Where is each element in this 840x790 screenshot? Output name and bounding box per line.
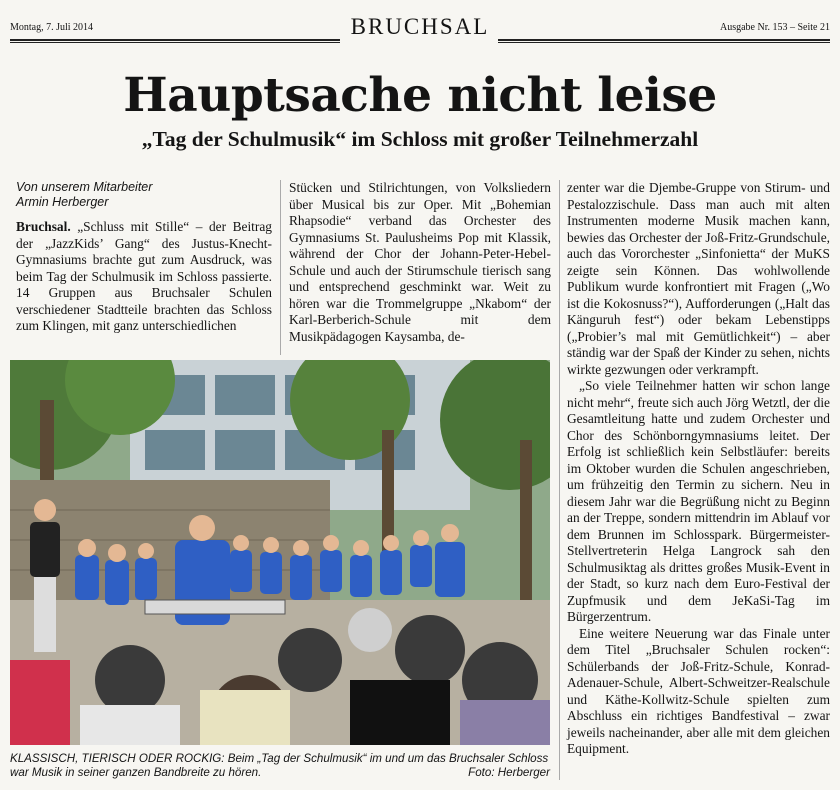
article-column-2 — [289, 180, 551, 345]
photo-caption — [10, 752, 550, 780]
dateline: Bruchsal. — [16, 219, 71, 234]
header-date: Montag, 7. Juli 2014 — [10, 22, 94, 33]
paragraph-lead — [16, 219, 272, 335]
headline: Hauptsache nicht leise — [123, 68, 717, 123]
paragraph-col3-2: „So viele Teilnehmer hatten wir schon lange nicht mehr“, freute sich auch Jörg Wetztl, der die Gesamtleitung hatte und zudem Orchester und Chor des Schönborngymnasiums leitet. Der Erfolg ist schließlich kein Selbstläufer: bereits im Oktober wurden die Schulen angeschrieben, um frühzeitig den Termin zu sichern. Neu in diesem Jahr war die Begrüßung nicht zu Beginn an der Treppe, sondern mittendrin im Ablauf vor dem Brunnen im Schlosspark. Bürgermeister-Stellvertreterin Helga Langrock sah den Schulmusiktag als drittes großes Musik-Event in der Stadt, so kurz nach dem Euro-Festival der Zupfmusik und dem JeKaSi-Tag im Bürgerzentrum. — [567, 378, 830, 624]
paragraph-col3-3: Eine weitere Neuerung war das Finale unter dem Titel „Bruchsaler Schulen rocken“: Schülerbands der Joß-Fritz-Schule, Konrad-Adenauer-Schule, Albert-Schweitzer-Realschule und Käthe-Kollwitz-Schule spielten zum Abschluss ein richtiges Bandfestival – zwar jeweils nacheinander, aber alle mit dem gleichen Equipment. — [567, 625, 830, 756]
paragraph-col2: Stücken und Stilrichtungen, von Volksliedern über Musical bis zur Oper. Mit „Bohemian Rhapsodie“ verband das Orchester des Gymnasiums St. Paulusheims Pop mit Klassik, während der Chor der Johann-Peter-Hebel-Schule und auch der Stirumschule tierisch sang und entsprechend geschminkt war. Weit zu hören war die Trommelgruppe „Nkabom“ der Karl-Berberich-Schule mit dem Musikpädagogen Kaysamba, de- — [289, 180, 551, 344]
byline-author: Armin Herberger — [16, 195, 109, 209]
section-title: BRUCHSAL — [350, 14, 490, 39]
lead-text: „Schluss mit Stille“ – der Beitrag der „JazzKids’ Gang“ des Justus-Knecht-Gymnasiums brachte gut zum Ausdruck, was beim Tag der Schulmusik im Schloss passierte. 14 Gruppen aus Bruchsaler Schulen verschiedener Stadtteile brachten das Schloss zum Klingen, mit ganz unterschiedlichen — [16, 219, 272, 333]
subheadline: „Tag der Schulmusik“ im Schloss mit großer Teilnehmerzahl — [141, 127, 699, 151]
photo-illustration — [10, 360, 550, 745]
column-rule — [280, 180, 281, 355]
article-column-1 — [16, 180, 272, 335]
byline — [16, 180, 272, 210]
article-photo — [10, 360, 550, 745]
byline-role: Von unserem Mitarbeiter — [16, 180, 153, 194]
paragraph-col3-1: zenter war die Djembe-Gruppe von Stirum- und Pestalozzischule. Dass man auch mit alten Instrumenten moderne Musik machen kann, bewies das Orchester der Joß-Fritz-Grundschule, auch das Vororchester „Sinfonietta“ der MuKS zeigte sein Können. Das wohlwollende Publikum wurde konfrontiert mit Fragen („Wo ist die Kokosnuss?“), Aufforderungen („Halt das Känguruh fest“) oder bekam Lebenstipps („Probier’s mal mit Gemütlichkeit“) – aber ständig war der Spaß der Kinder zu sehen, nichts wirkte gezwungen oder verkrampft. — [567, 180, 830, 377]
header-issue: Ausgabe Nr. 153 – Seite 21 — [720, 22, 830, 33]
photo-credit: Foto: Herberger — [468, 766, 550, 779]
column-rule — [559, 180, 560, 780]
article-column-3 — [567, 180, 830, 758]
caption-text: KLASSISCH, TIERISCH ODER ROCKIG: Beim „Tag der Schulmusik“ im und um das Bruchsaler Schloss war Musik in seiner ganzen Bandbreite zu hören. — [10, 752, 549, 779]
